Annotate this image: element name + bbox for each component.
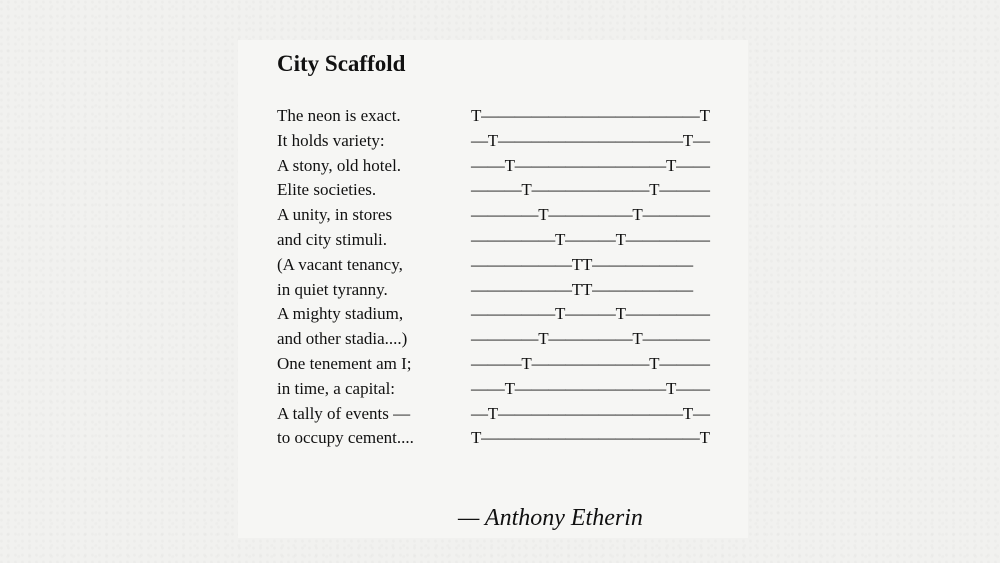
scaffold-pattern: ——T—————————T—— [471, 378, 710, 398]
poem-line-text: A mighty stadium, [277, 304, 404, 324]
author-attribution: — Anthony Etherin [458, 505, 643, 531]
poem-line-text: to occupy cement.... [277, 428, 414, 448]
scaffold-pattern: ——————TT—————— [471, 279, 693, 299]
poem-line [277, 352, 710, 377]
poem-line [277, 302, 710, 327]
poem-line-text: A tally of events — [277, 403, 411, 423]
poem-line-text: A unity, in stores [277, 205, 393, 225]
scaffold-pattern: —T———————————T— [471, 403, 710, 423]
poem-line [277, 154, 710, 179]
poem-line [277, 426, 710, 451]
poem-line [277, 178, 710, 203]
poem-line-text: and other stadia....) [277, 329, 408, 349]
poem-line [277, 327, 710, 352]
poem-line [277, 402, 710, 427]
scaffold-pattern: ————T—————T———— [471, 205, 710, 225]
poem-title: City Scaffold [277, 51, 406, 76]
scaffold-pattern: T—————————————T [471, 106, 710, 125]
scaffold-pattern: —————T———T————— [471, 229, 710, 249]
poem-line-text: and city stimuli. [277, 229, 388, 249]
poem-line-text: in quiet tyranny. [277, 279, 388, 299]
scaffold-pattern: ———T———————T——— [471, 180, 710, 200]
poem-line [277, 377, 710, 402]
poem-line [277, 278, 697, 303]
poem-line-text: A stony, old hotel. [277, 155, 402, 175]
poem-line [277, 129, 710, 154]
poem-line [277, 253, 697, 278]
poem-line-text: One tenement am I; [277, 353, 412, 373]
poem-line-text: Elite societies. [277, 180, 377, 200]
scaffold-pattern: —T———————————T— [471, 130, 710, 150]
poem-line [277, 104, 710, 129]
poem-line-text: in time, a capital: [277, 378, 396, 398]
poem-line [277, 228, 710, 253]
scaffold-pattern: ——T—————————T—— [471, 155, 710, 175]
scaffold-pattern: ———T———————T——— [471, 353, 710, 373]
poem-line-text: (A vacant tenancy, [277, 254, 403, 274]
poem-body [277, 104, 710, 451]
poem-line [277, 203, 710, 228]
scaffold-pattern: ——————TT—————— [471, 254, 693, 274]
scaffold-pattern: T—————————————T [471, 428, 710, 448]
poem-line-text: The neon is exact. [277, 106, 401, 125]
poem-line-text: It holds variety: [277, 130, 385, 150]
scaffold-pattern: ————T—————T———— [471, 329, 710, 349]
scaffold-pattern: —————T———T————— [471, 304, 710, 324]
